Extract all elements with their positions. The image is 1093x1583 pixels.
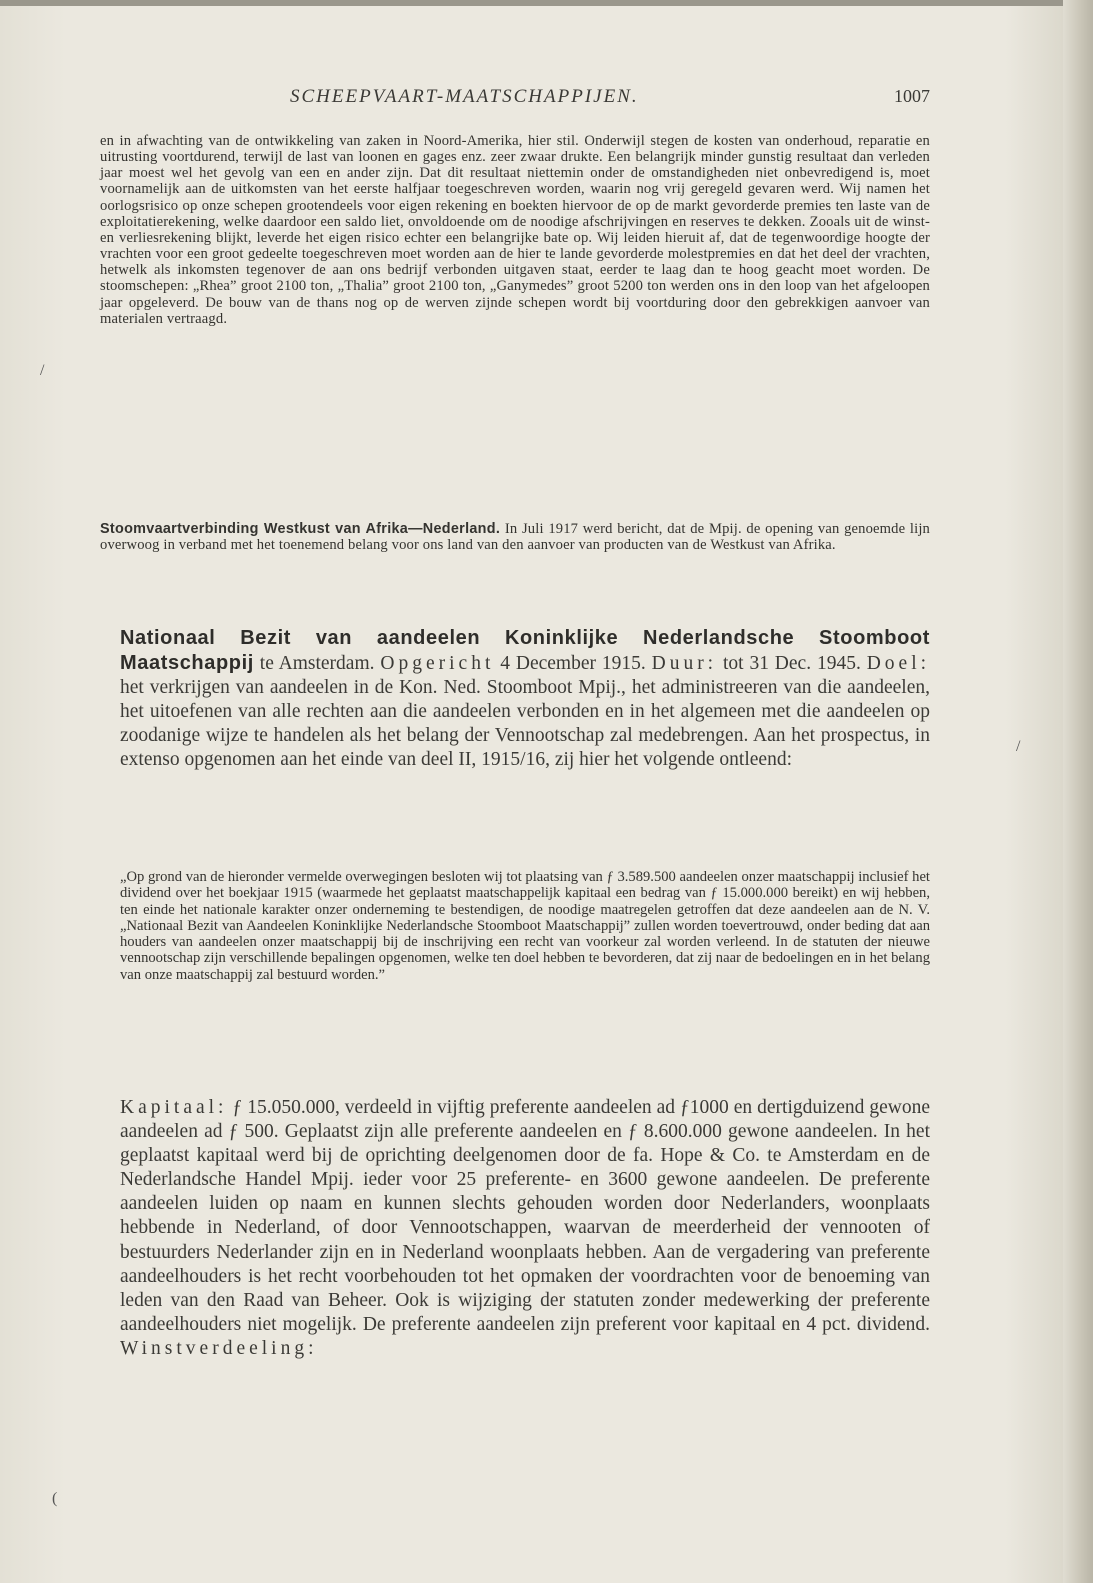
opgericht-value: 4 December 1915. [500, 653, 646, 675]
margin-pencil-mark: / [1016, 738, 1021, 755]
company-heading: Nationaal Bezit van aandeelen Koninklijke Nederlandsche Stoomboot Maatschappij [120, 627, 930, 675]
duur-value: tot 31 Dec. 1945. [722, 653, 861, 675]
kapitaal-text: ƒ 15.050.000, verdeeld in vijftig preferente aandeelen ad ƒ1000 en dertigduizend gewone aandeelen ad ƒ 500. Geplaatst zijn alle preferente aandeelen en ƒ 8.600.000 gewone aandeelen. In het geplaatst kapitaal werd bij de oprichting deelgenomen door de fa. Hope & Co. te Amsterdam en de Nederlandsche Handel Mpij. ieder voor 25 preferente- en 3600 gewone aandeelen. De preferente aandeelen luiden op naam en kunnen slechts gehouden worden door Nederlanders, woonplaats hebbende in Nederland, of door Vennootschappen, waarvan de meerderheid der vennooten of bestuurders Nederlander zijn en in Nederland woonplaats hebben. Aan de vergadering van preferente aandeelhouders is het recht voorbehouden tot het opmaken der voordrachten voor de benoeming van leden van den Raad van Beheer. Ook is wijziging der statuten zonder medewerking der preferente aandeelhouders niet mogelijk. De preferente aandeelen zijn preferent voor kapitaal en 4 pct. dividend. [120, 1097, 930, 1335]
paragraph-continuation [100, 133, 930, 327]
page-header [100, 86, 930, 114]
running-head: SCHEEPVAART-MAATSCHAPPIJEN. [290, 86, 639, 107]
prospectus-quote [100, 869, 930, 983]
margin-pencil-mark: / [40, 362, 45, 379]
quote-text: „Op grond van de hieronder vermelde overwegingen besloten wij tot plaatsing van ƒ 3.589.500 aandeelen onzer maatschappij inclusief het dividend over het boekjaar 1915 (waarmede het geplaatst maatschappelijk kapitaal een bedrag van ƒ 15.000.000 bereikt) en wij hebben, ten einde het nationale karakter onzer onderneming te bestendigen, de noodige maatregelen getroffen dat deze aandeelen aan de N. V. „Nationaal Bezit van Aandeelen Koninklijke Nederlandsche Stoomboot Maatschappij” zullen worden toevertrouwd, onder beding dat aan houders van aandeelen onzer maatschappij bij de inschrijving een recht van voorkeur zal worden verleend. In de statuten der nieuwe vennootschap zijn verschillende bepalingen opgenomen, welke ten doel hebben te bevorderen, dat zij naar de bedoelingen en in het belang van onze maatschappij zal bestuurd worden.” [120, 869, 930, 983]
margin-pencil-mark: ( [52, 1490, 58, 1507]
section-text: In Juli 1917 werd bericht, dat de Mpij. de opening van genoemde lijn overwoog in verband met het toenemend belang voor ons land van den aanvoer van producten van de Westkust van Afrika. [100, 521, 930, 554]
paragraph-text: en in afwachting van de ontwikkeling van zaken in Noord-Amerika, hier stil. Onderwijl stegen de kosten van onderhoud, reparatie en uitrusting voortdurend, terwijl de last van loonen en gages enz. zeer zwaar drukte. Een belangrijk minder gunstig resultaat dan verleden jaar moest wel het gevolg van een en ander zijn. Dat dit resultaat niettemin onder de omstandigheden niet onbevredigend is, moet voornamelijk aan de uitkomsten van het eerste halfjaar toegeschreven worden, waarin nog vrij geregeld gevaren werd. Wij namen het oorlogsrisico op onze schepen grootendeels voor eigen rekening en boekten hiervoor de op de markt gevorderde premies ten laste van de exploitatierekening, welke daardoor een saldo liet, onvoldoende om de noodige afschrijvingen en reserves te dekken. Zooals uit de winst- en verliesrekening blijkt, leverde het eigen risico echter een belangrijke bate op. Wij leiden hieruit af, dat de tegenwoordige hoogte der vrachten voor een groot gedeelte toegeschreven moet worden aan de hier te lande gevorderde molestpremies en dat het deel der vrachten, hetwelk als inkomsten tegenover de aan ons bedrijf verbonden uitgaven staat, eerder te laag dan te hoog geacht moet worden. De stoomschepen: „Rhea” groot 2100 ton, „Thalia” groot 2100 ton, „Ganymedes” groot 5200 ton werden ons in den loop van het afgeloopen jaar opgeleverd. De bouw van de thans nog op de werven zijnde schepen wordt bij voortduring door den gebrekkigen aanvoer van materialen vertraagd. [100, 133, 930, 327]
duur-label: Duur: [651, 653, 718, 675]
opgericht-label: Opgericht [380, 653, 495, 675]
company-location: te Amsterdam. [259, 653, 375, 675]
section-nationaal [120, 626, 930, 773]
page-top-edge [0, 0, 1093, 6]
section-heading: Stoomvaartverbinding Westkust van Afrika—Nederland. [100, 521, 501, 537]
section-kapitaal [120, 1096, 930, 1361]
page-binding-edge [1063, 0, 1093, 1583]
page-number: 1007 [894, 86, 930, 106]
kapitaal-label: Kapitaal: [120, 1097, 228, 1118]
doel-label: Doel: [866, 653, 931, 675]
section-westkust [100, 521, 930, 553]
winstverdeeling-label: Winstverdeeling: [120, 1337, 318, 1359]
doel-value: het verkrijgen van aandeelen in de Kon. Ned. Stoomboot Mpij., het administreeren van die aandeelen, het uitoefenen van alle rechten aan die aandeelen verbonden en in het algemeen met die aandeelen op zoodanige wijze te handelen als het belang der Vennootschap zal medebrengen. Aan het prospectus, in extenso opgenomen aan het einde van deel II, 1915/16, zij hier het volgende ontleend: [120, 677, 930, 771]
